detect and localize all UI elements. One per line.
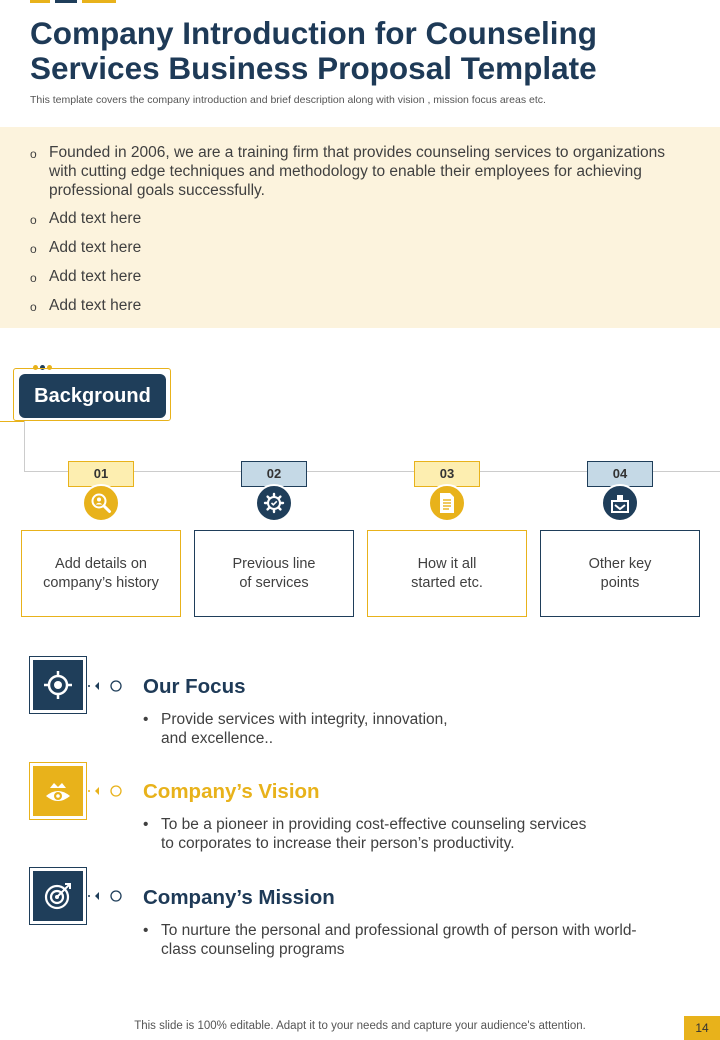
- step-card: [21, 530, 181, 617]
- focus-text: • Provide services with integrity, innovation, and excellence..: [143, 711, 448, 747]
- focus-title: Our Focus: [143, 675, 246, 698]
- connector-arrow-icon: [86, 784, 126, 798]
- vision-text: • To be a pioneer in providing cost-effective counseling services to corporates to increase their person’s productivity.: [143, 816, 587, 852]
- connector-line: [0, 421, 25, 422]
- step-number-tag: 03: [414, 461, 480, 487]
- mission-title: Company’s Mission: [143, 886, 335, 909]
- background-label: Background: [19, 374, 166, 418]
- focus-icon-frame: [29, 656, 87, 714]
- intro-bullet: [30, 296, 690, 325]
- intro-bullet-text: Add text here: [49, 239, 142, 256]
- magnifier-person-icon: [82, 484, 120, 522]
- mission-text: • To nurture the personal and professional growth of person with world- class counseling programs: [143, 922, 637, 958]
- step-number-tag: 04: [587, 461, 653, 487]
- step-card: [540, 530, 700, 617]
- step-text: How it all started etc.: [411, 555, 483, 591]
- gear-check-icon: [255, 484, 293, 522]
- step-number-tag: 02: [241, 461, 307, 487]
- step-card: [367, 530, 527, 617]
- intro-bullet-text: Add text here: [49, 297, 142, 314]
- connector-arrow-icon: [86, 889, 126, 903]
- connector-arrow-icon: [86, 679, 126, 693]
- circle-bullet-icon: o: [30, 147, 37, 161]
- footer-text: This slide is 100% editable. Adapt it to your needs and capture your audience's attention.: [134, 1020, 586, 1032]
- page-title: Company Introduction for Counseling Services Business Proposal Template: [30, 15, 597, 86]
- mission-icon-frame: [29, 867, 87, 925]
- step-text: Previous line of services: [232, 555, 316, 591]
- crosshair-icon: [33, 660, 83, 710]
- circle-bullet-icon: o: [30, 300, 37, 314]
- intro-bullet-text: Add text here: [49, 268, 142, 285]
- top-accent-bar: [55, 0, 77, 3]
- connector-line: [24, 421, 25, 472]
- intro-bullet: [30, 143, 690, 200]
- intro-bullet: [30, 209, 690, 238]
- step-text: Add details on company’s history: [43, 555, 159, 591]
- document-icon: [428, 484, 466, 522]
- page-number: 14: [684, 1016, 720, 1040]
- intro-bullet: [30, 238, 690, 267]
- footer-note: [0, 1020, 720, 1032]
- step-text: Other key points: [588, 555, 652, 591]
- vision-title: Company’s Vision: [143, 780, 320, 803]
- step-number-tag: 01: [68, 461, 134, 487]
- intro-bullet: [30, 267, 690, 296]
- step-card: [194, 530, 354, 617]
- circle-bullet-icon: o: [30, 242, 37, 256]
- circle-bullet-icon: o: [30, 213, 37, 227]
- intro-bullet-text: Add text here: [49, 210, 142, 227]
- hand-box-icon: [601, 484, 639, 522]
- eye-icon: [33, 766, 83, 816]
- intro-bullet-text: Founded in 2006, we are a training firm that provides counseling services to organizations with cutting edge techniques and methodology to enable their employees for achieving professional goals successfully.: [49, 144, 666, 199]
- page-subtitle: This template covers the company introduction and brief description along with vision , mission focus areas etc.: [30, 94, 546, 106]
- top-accent-bar: [30, 0, 50, 3]
- target-icon: [33, 871, 83, 921]
- vision-icon-frame: [29, 762, 87, 820]
- intro-bullet-list: [30, 143, 690, 325]
- top-accent-bar: [82, 0, 116, 3]
- circle-bullet-icon: o: [30, 271, 37, 285]
